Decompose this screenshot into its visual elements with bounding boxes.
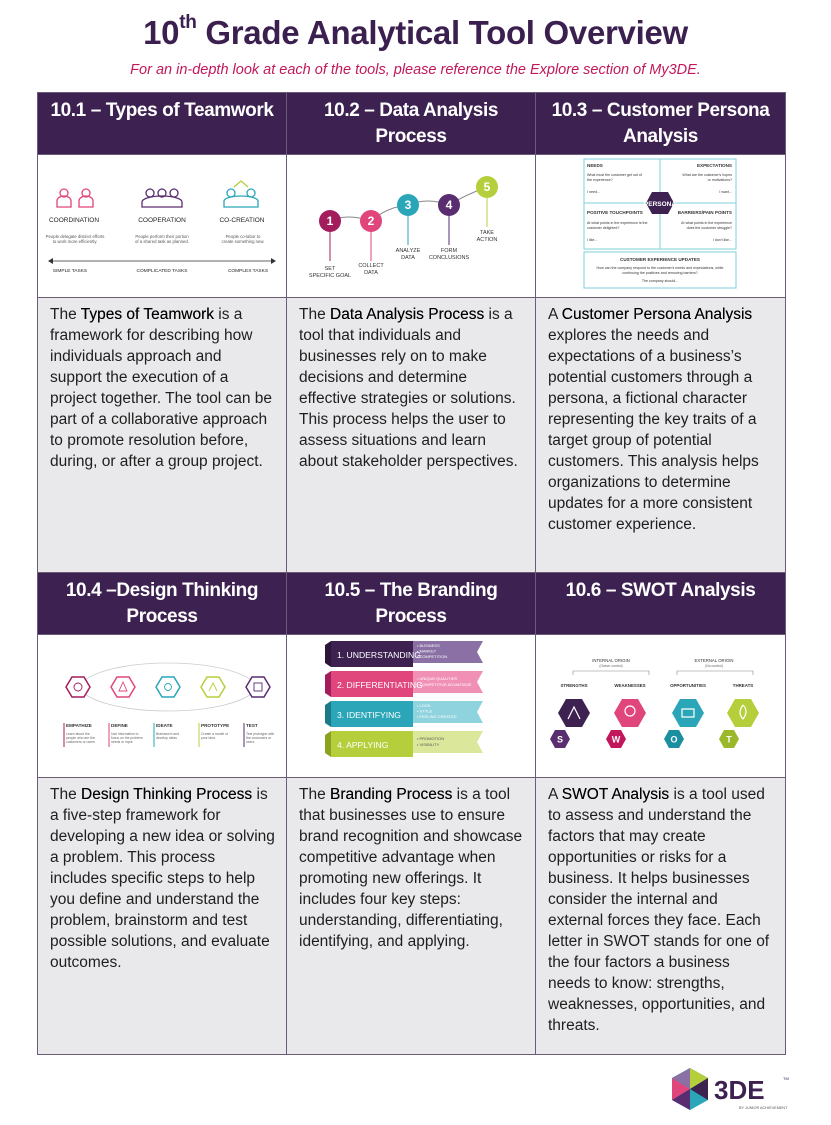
svg-text:• STYLE: • STYLE <box>417 708 433 714</box>
svg-text:What are the customer's hopes: What are the customer's hopes <box>682 173 732 177</box>
svg-text:• UNIQUE QUALITIES: • UNIQUE QUALITIES <box>417 676 458 681</box>
page-subtitle: For an in-depth look at each of the tools, please reference the Explore section of My3DE. <box>130 62 701 78</box>
svg-text:People co-labor to: People co-labor to <box>225 234 261 239</box>
svg-text:COMPLICATED TASKS: COMPLICATED TASKS <box>136 269 188 274</box>
svg-text:needs or input: needs or input <box>111 740 133 744</box>
svg-text:W: W <box>611 734 621 745</box>
tool-description: A Customer Persona Analysis explores the needs and expectations of a business’s potential customers through a persona, a fictional character representing the key traits of a target group of potential customers. This analysis helps organizations to determine updates for a more consistent customer experience. <box>536 298 786 573</box>
svg-text:WEAKNESSES: WEAKNESSES <box>614 683 646 688</box>
svg-text:create something new.: create something new. <box>221 239 265 244</box>
svg-text:NEEDS: NEEDS <box>587 163 603 168</box>
opportunities-hexagon <box>672 699 704 727</box>
svg-text:customers or users: customers or users <box>66 740 95 744</box>
svg-text:of a shared task as planned.: of a shared task as planned. <box>135 239 189 244</box>
svg-text:develop ideas: develop ideas <box>156 736 177 740</box>
svg-text:At what points in the experien: At what points in the experience <box>681 221 732 225</box>
svg-text:Use information to: Use information to <box>111 732 139 736</box>
tool-description: A SWOT Analysis is a tool used to assess and understand the factors that may create opportunities or risks for a business. It helps businesses consider the internal and external forces they face. Each letter in SWOT stands for one of the four factors a business needs to know: strengths, weaknesses, opportunities, and threats. <box>536 778 786 1055</box>
test-icon <box>246 677 270 697</box>
swot-diagram <box>536 635 786 778</box>
svg-text:(Owner control): (Owner control) <box>599 664 623 668</box>
svg-text:3: 3 <box>404 198 412 212</box>
cocreation-icon <box>224 181 258 207</box>
svg-text:I need...: I need... <box>587 190 600 194</box>
svg-text:SET: SET <box>324 266 336 272</box>
svg-text:focus on the problem: focus on the problem <box>111 736 143 740</box>
svg-text:How can the company respond to: How can the company respond to the customer's needs and expectations, while <box>596 266 724 270</box>
design-thinking-diagram <box>38 635 287 778</box>
logo-hexagon-icon <box>672 1068 708 1110</box>
svg-text:• MARKET: • MARKET <box>417 648 437 654</box>
svg-text:• FEELING CREATED: • FEELING CREATED <box>417 714 457 719</box>
tool-description: The Branding Process is a tool that businesses use to ensure brand recognition and showcase competitive advantage when promoting new offerings. It includes four key steps: understanding, differentiating, identifying, and applying. <box>287 778 536 1055</box>
svg-text:the experience?: the experience? <box>587 178 613 182</box>
cocreation-label: CO-CREATION <box>219 217 265 224</box>
svg-text:O: O <box>670 734 678 745</box>
svg-text:3DE: 3DE <box>714 1075 765 1105</box>
svg-text:S: S <box>556 734 564 745</box>
svg-text:5: 5 <box>483 180 491 194</box>
svg-text:FORM: FORM <box>440 248 458 254</box>
svg-text:POSITIVE TOUCHPOINTS: POSITIVE TOUCHPOINTS <box>587 210 643 215</box>
svg-text:4. APPLYING: 4. APPLYING <box>337 740 389 750</box>
svg-text:DEFINE: DEFINE <box>111 723 128 728</box>
svg-text:What must the customer get out: What must the customer get out of <box>587 173 642 177</box>
svg-text:• BUSINESS: • BUSINESS <box>417 643 440 648</box>
tool-description: The Data Analysis Process is a tool that individuals and businesses rely on to make decisions and determine effective strategies or solutions. This process helps the user to assess situations and learn about stakeholder perspectives. <box>287 298 536 573</box>
svg-text:TM: TM <box>783 1076 789 1081</box>
svg-text:EXPECTATIONS: EXPECTATIONS <box>696 163 732 168</box>
svg-text:COLLECT: COLLECT <box>358 263 384 269</box>
svg-text:your idea: your idea <box>201 736 215 740</box>
svg-text:I like...: I like... <box>587 238 598 242</box>
svg-text:CUSTOMER EXPERIENCE UPDATES: CUSTOMER EXPERIENCE UPDATES <box>620 257 700 262</box>
strengths-hexagon <box>558 699 590 727</box>
tools-grid <box>37 92 786 1055</box>
svg-text:STRENGTHS: STRENGTHS <box>560 683 588 688</box>
svg-text:THREATS: THREATS <box>732 683 754 688</box>
svg-text:The company should...: The company should... <box>641 279 679 283</box>
svg-text:SIMPLE TASKS: SIMPLE TASKS <box>52 269 88 274</box>
tool-heading: 10.2 – Data Analysis Process <box>287 93 536 155</box>
svg-text:DATA: DATA <box>364 270 378 276</box>
coordination-label: COORDINATION <box>48 217 100 224</box>
svg-text:1. UNDERSTANDING: 1. UNDERSTANDING <box>337 650 421 660</box>
svg-text:BARRIERS/PAIN POINTS: BARRIERS/PAIN POINTS <box>677 210 732 215</box>
customer-persona-diagram <box>536 155 786 298</box>
svg-text:TAKE: TAKE <box>480 230 494 236</box>
svg-text:the customers or: the customers or <box>246 736 272 740</box>
coordination-icon <box>57 189 93 207</box>
tool-heading: 10.5 – The Branding Process <box>287 573 536 635</box>
svg-text:COMPLEX TASKS: COMPLEX TASKS <box>227 269 269 274</box>
tool-heading: 10.6 – SWOT Analysis <box>536 573 786 635</box>
prototype-icon <box>201 677 225 697</box>
data-analysis-diagram <box>287 155 536 298</box>
svg-text:4: 4 <box>445 198 453 212</box>
define-icon <box>111 677 135 697</box>
branding-diagram <box>287 635 536 778</box>
svg-text:DATA: DATA <box>401 255 415 261</box>
svg-text:At what points in the experien: At what points in the experience is the <box>587 221 648 225</box>
3de-logo <box>668 1066 792 1114</box>
svg-text:to work more efficiently.: to work more efficiently. <box>52 239 98 244</box>
tool-heading: 10.3 – Customer Persona Analysis <box>536 93 786 155</box>
svg-text:(No control): (No control) <box>705 664 723 668</box>
svg-text:TEST: TEST <box>246 723 258 728</box>
svg-text:• PROMOTION: • PROMOTION <box>417 736 445 741</box>
svg-text:does the customer struggle?: does the customer struggle? <box>686 226 732 230</box>
svg-text:• LOOK: • LOOK <box>417 703 431 708</box>
threats-hexagon <box>727 699 759 727</box>
svg-text:I want...: I want... <box>719 190 732 194</box>
svg-text:INTERNAL ORIGIN: INTERNAL ORIGIN <box>592 658 630 663</box>
svg-text:IDEATE: IDEATE <box>156 723 173 728</box>
svg-text:continuing the positives and r: continuing the positives and removing barriers? <box>622 271 698 275</box>
svg-text:PROTOTYPE: PROTOTYPE <box>201 723 230 728</box>
weaknesses-hexagon <box>614 699 646 727</box>
svg-text:• COMPETITION: • COMPETITION <box>417 654 448 659</box>
svg-text:users: users <box>246 740 255 744</box>
teamwork-diagram <box>38 155 287 298</box>
svg-text:PERSONA: PERSONA <box>643 201 677 208</box>
svg-text:People perform their portion: People perform their portion <box>135 234 189 239</box>
svg-text:I don't like...: I don't like... <box>712 238 732 242</box>
svg-text:people who are the: people who are the <box>66 736 95 740</box>
tool-description: The Design Thinking Process is a five-step framework for developing a new idea or solving a problem. This process includes specific steps to help you define and understand the problem, brainstorm and test possible solutions, and evaluate outcomes. <box>38 778 287 1055</box>
svg-text:Brainstorm and: Brainstorm and <box>156 732 179 736</box>
svg-text:T: T <box>726 734 732 745</box>
svg-text:EXTERNAL ORIGIN: EXTERNAL ORIGIN <box>694 658 734 663</box>
ideate-icon <box>156 677 180 697</box>
svg-text:SPECIFIC GOAL: SPECIFIC GOAL <box>308 273 352 279</box>
svg-text:1: 1 <box>326 214 334 228</box>
svg-text:customer delighted?: customer delighted? <box>587 226 620 230</box>
svg-text:People delegate distinct effor: People delegate distinct efforts <box>45 234 105 239</box>
svg-text:2. DIFFERENTIATING: 2. DIFFERENTIATING <box>337 680 423 690</box>
svg-text:EMPATHIZE: EMPATHIZE <box>66 723 92 728</box>
svg-text:or motivations?: or motivations? <box>707 178 732 182</box>
svg-text:• VISIBILITY: • VISIBILITY <box>417 742 440 747</box>
page-title: 10th Grade Analytical Tool Overview <box>143 12 688 51</box>
svg-text:2: 2 <box>367 214 375 228</box>
tool-heading: 10.1 – Types of Teamwork <box>38 93 287 155</box>
tool-description: The Types of Teamwork is a framework for describing how individuals approach and support the execution of a project together. The tool can be part of a collaborative approach to promote resolution before, during, or after a group project. <box>38 298 287 573</box>
svg-text:OPPORTUNITIES: OPPORTUNITIES <box>670 683 706 688</box>
svg-text:ANALYZE: ANALYZE <box>395 248 421 254</box>
complexity-arrow <box>48 258 276 264</box>
svg-text:3. IDENTIFYING: 3. IDENTIFYING <box>337 710 401 720</box>
svg-text:Test prototype with: Test prototype with <box>246 732 275 736</box>
cooperation-icon <box>142 189 182 207</box>
cooperation-label: COOPERATION <box>138 217 186 224</box>
svg-text:CONCLUSIONS: CONCLUSIONS <box>428 255 470 261</box>
svg-text:• COMPETITIVE ADVANTAGE: • COMPETITIVE ADVANTAGE <box>417 682 472 687</box>
svg-text:BY JUNIOR ACHIEVEMENT: BY JUNIOR ACHIEVEMENT <box>739 1106 788 1110</box>
empathize-icon <box>66 677 90 697</box>
svg-text:ACTION: ACTION <box>476 237 498 243</box>
tool-heading: 10.4 –Design Thinking Process <box>38 573 287 635</box>
svg-text:Learn about the: Learn about the <box>66 732 90 736</box>
svg-text:Create a model of: Create a model of <box>201 732 228 736</box>
